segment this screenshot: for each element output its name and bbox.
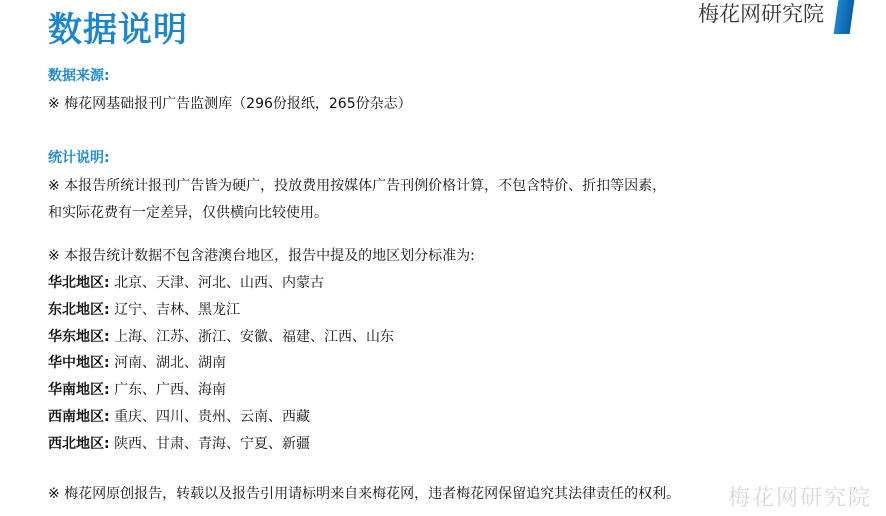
page-title: 数据说明 bbox=[48, 10, 188, 50]
region-row bbox=[48, 275, 324, 292]
region-intro: ※ 本报告统计数据不包含港澳台地区，报告中提及的地区划分标准为: bbox=[48, 248, 475, 264]
brand-accent-bar bbox=[834, 0, 855, 34]
region-name: 华南地区: bbox=[48, 382, 110, 398]
region-provinces: 河南、湖北、湖南 bbox=[114, 355, 227, 371]
region-row bbox=[48, 436, 310, 453]
region-name: 东北地区: bbox=[48, 302, 110, 318]
region-name: 西北地区: bbox=[48, 436, 110, 452]
copyright-note: ※ 梅花网原创报告，转载以及报告引用请标明来自来梅花网，违者梅花网保留追究其法律责任的权利。 bbox=[48, 486, 681, 502]
region-provinces: 上海、江苏、浙江、安徽、福建、江西、山东 bbox=[114, 329, 395, 345]
region-name: 华中地区: bbox=[48, 355, 110, 371]
brand-name: 梅花网研究院 bbox=[698, 2, 824, 26]
watermark: 梅花网研究院 bbox=[727, 485, 872, 511]
region-provinces: 北京、天津、河北、山西、内蒙古 bbox=[114, 275, 325, 291]
region-row bbox=[48, 302, 240, 319]
region-provinces: 重庆、四川、贵州、云南、西藏 bbox=[114, 409, 311, 425]
region-provinces: 陕西、甘肃、青海、宁夏、新疆 bbox=[114, 436, 311, 452]
stats-note-line-2: 和实际花费有一定差异，仅供横向比较使用。 bbox=[48, 205, 328, 221]
stats-note-line-1: ※ 本报告所统计报刊广告皆为硬广，投放费用按媒体广告刊例价格计算，不包含特价、折扣等因素， bbox=[48, 178, 667, 194]
region-provinces: 辽宁、吉林、黑龙江 bbox=[114, 302, 241, 318]
region-row bbox=[48, 409, 310, 426]
stats-heading: 统计说明: bbox=[48, 150, 110, 166]
source-heading: 数据来源: bbox=[48, 68, 110, 84]
source-text: ※ 梅花网基础报刊广告监测库（296份报纸，265份杂志） bbox=[48, 96, 412, 112]
region-row bbox=[48, 355, 226, 372]
region-name: 华北地区: bbox=[48, 275, 110, 291]
region-row bbox=[48, 382, 226, 399]
region-provinces: 广东、广西、海南 bbox=[114, 382, 227, 398]
region-name: 华东地区: bbox=[48, 329, 110, 345]
region-row bbox=[48, 329, 394, 346]
region-name: 西南地区: bbox=[48, 409, 110, 425]
